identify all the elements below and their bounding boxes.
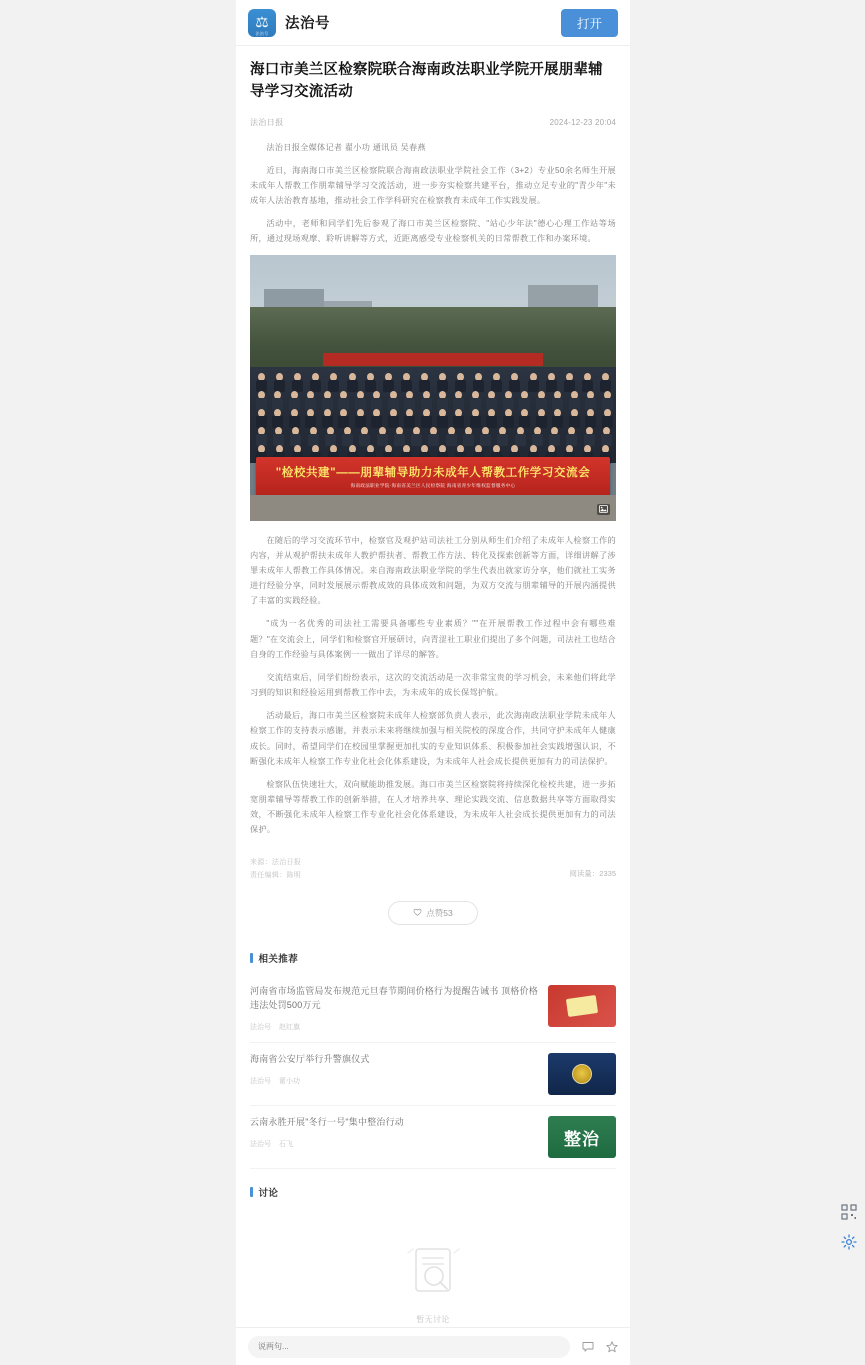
photo-person-body xyxy=(292,380,303,392)
photo-person-body xyxy=(305,416,316,428)
related-item-title: 河南省市场监管局发布规范元旦春节期间价格行为提醒告诫书 顶格价格违法处罚500万元 xyxy=(250,986,538,1011)
photo-person-body xyxy=(411,434,422,446)
comments-empty-label: 暂无讨论 xyxy=(416,1315,450,1325)
article-paragraph: 在随后的学习交流环节中，检察官及观护站司法社工分别从师生们介绍了未成年人检察工作的内容，并从观护帮扶未成年人教护帮扶者、帮教工作方法、转化及探索创新等方面，详细讲解了涉罪未成年人帮教工作具体情况。来自海南政法职业学院的学生代表出就家访分享，他们就社工实务进行经验分享，同时发展展示帮教成效的具体成效和问题，为双方交流与朋辈辅导的开展内涵提供了丰富的实践经验。 xyxy=(250,535,616,606)
photo-person-body xyxy=(536,398,547,410)
article-photo[interactable] xyxy=(250,255,616,521)
article-paragraph: 活动中，老师和同学们先后参观了海口市美兰区检察院、"站心少年法"德心心理工作站等场所，通过现场观摩、聆听讲解等方式，近距离感受专业检察机关的日常帮教工作和办案环境。 xyxy=(250,219,616,244)
photo-person-body xyxy=(584,434,595,446)
photo-person-body xyxy=(437,398,448,410)
photo-person-body xyxy=(359,434,370,446)
read-count-label: 阅读量：2335 xyxy=(569,869,616,879)
photo-person-body xyxy=(272,416,283,428)
photo-person-body xyxy=(585,416,596,428)
heart-icon xyxy=(413,908,422,918)
photo-person-body xyxy=(486,398,497,410)
photo-person-body xyxy=(552,416,563,428)
like-label: 点赞53 xyxy=(426,908,453,919)
photo-group-crowd xyxy=(250,367,616,463)
photo-ground xyxy=(250,495,616,521)
photo-person-body xyxy=(305,398,316,410)
photo-person-body xyxy=(532,434,543,446)
banner-thumb-graphic xyxy=(566,995,598,1017)
article-body xyxy=(236,46,630,925)
list-item[interactable] xyxy=(250,975,616,1043)
photo-person-body xyxy=(401,380,412,392)
photo-person-body xyxy=(404,398,415,410)
photo-person-body xyxy=(528,380,539,392)
related-item-author: 翟小功 xyxy=(279,1078,300,1086)
photo-person-body xyxy=(497,434,508,446)
photo-person-body xyxy=(322,416,333,428)
article-paragraph: 检察队伍快速壮大，双向赋能助推发展。海口市美兰区检察院将持续深化检校共建，进一步拓宽朋辈辅导等帮教工作的创新举措，在人才培养共享、理论实践交流、信息数据共享等方面取得实效，不断强化未成年人检察工作专业化社会化体系建设，为未成年人社会成长提供更加有力的司法保护。 xyxy=(250,779,616,835)
photo-person-body xyxy=(310,380,321,392)
photo-person-body xyxy=(328,380,339,392)
photo-person-body xyxy=(519,398,530,410)
photo-person-body xyxy=(371,398,382,410)
like-button[interactable] xyxy=(388,901,477,925)
photo-person-body xyxy=(601,434,612,446)
photo-person-body xyxy=(453,398,464,410)
related-item-author: 赵红旗 xyxy=(279,1024,300,1032)
related-item-main xyxy=(250,1116,538,1158)
comments-title: 讨论 xyxy=(258,1188,279,1200)
photo-person-body xyxy=(371,416,382,428)
photo-person-body xyxy=(569,398,580,410)
photo-person-body xyxy=(388,398,399,410)
photo-person-body xyxy=(274,380,285,392)
like-row xyxy=(250,901,616,925)
floating-tools xyxy=(839,1202,859,1252)
photo-person-body xyxy=(355,416,366,428)
photo-person-body xyxy=(388,416,399,428)
photo-person-body xyxy=(602,398,613,410)
photo-person-body xyxy=(536,416,547,428)
document-empty-icon xyxy=(404,1243,462,1304)
photo-person-body xyxy=(491,380,502,392)
article-paragraph: 交流结束后，同学们纷纷表示，这次的交流活动是一次非常宝贵的学习机会，未来他们将此学习到的知识和经验运用到帮教工作中去，为未成年的成长保驾护航。 xyxy=(250,672,616,698)
photo-person-body xyxy=(273,434,284,446)
photo-person-body xyxy=(428,434,439,446)
photo-person-body xyxy=(383,380,394,392)
photo-person-body xyxy=(355,398,366,410)
article-paragraph: "成为一名优秀的司法社工需要具备哪些专业素质？""在开展帮教工作过程中会有哪些难题？"在交流会上，同学们和检察官开展研讨，向青涩社工职业们提出了多个问题，司法社工也结合自身的工作经验与具体案例一一做出了详尽的解答。 xyxy=(250,619,616,659)
related-item-thumbnail xyxy=(548,985,616,1027)
related-item-main xyxy=(250,985,538,1032)
photo-person-body xyxy=(455,380,466,392)
related-item-source: 法治号 xyxy=(250,1024,271,1032)
comments-heading xyxy=(250,1185,616,1199)
photo-background-banner xyxy=(323,353,543,366)
list-item[interactable] xyxy=(250,1043,616,1106)
photo-person-body xyxy=(470,398,481,410)
photo-person-body xyxy=(256,380,267,392)
photo-person-body xyxy=(519,416,530,428)
article-paragraphs-top xyxy=(250,140,616,247)
related-item-meta xyxy=(250,1076,538,1086)
article-date: 2024-12-23 20:04 xyxy=(549,117,616,127)
related-item-thumbnail xyxy=(548,1053,616,1095)
related-item-main xyxy=(250,1053,538,1095)
related-item-source: 法治号 xyxy=(250,1078,271,1086)
photo-person-body xyxy=(480,434,491,446)
photo-person-body xyxy=(503,398,514,410)
related-item-meta xyxy=(250,1022,538,1032)
article-paragraphs-bottom xyxy=(250,533,616,838)
open-app-button[interactable]: 打开 xyxy=(561,9,618,37)
photo-person-body xyxy=(509,380,520,392)
star-icon[interactable] xyxy=(606,1341,618,1353)
related-item-thumbnail xyxy=(548,1116,616,1158)
photo-person-body xyxy=(421,416,432,428)
thumb-label: 整治 xyxy=(564,1129,600,1149)
app-logo-caption: 法治号 xyxy=(255,30,269,36)
photo-person-body xyxy=(421,398,432,410)
photo-person-body xyxy=(552,398,563,410)
article-paragraph: 活动最后，海口市美兰区检察院未成年人检察部负责人表示，此次海南政法职业学院未成年人检察工作的支持表示感谢，并表示未来将继续加强与相关院校的深度合作，共同守护未成年人健康成长。同时，希望同学们在校园里掌握更加扎实的专业知识体系、积极参加社会实践增强认识，不断强化未成年人检察工作专业化社会化体系建设，为未成年人社会成长提供更加有力的司法保护。 xyxy=(250,711,616,766)
article-headline: 海口市美兰区检察院联合海南政法职业学院开展朋辈辅导学习交流活动 xyxy=(250,62,603,100)
photo-person-body xyxy=(308,434,319,446)
app-logo-icon xyxy=(248,9,276,37)
photo-person-body xyxy=(549,434,560,446)
app-header xyxy=(236,0,630,46)
related-section xyxy=(236,951,630,1169)
photo-person-body xyxy=(473,380,484,392)
photo-person-body xyxy=(342,434,353,446)
photo-person-body xyxy=(453,416,464,428)
photo-person-body xyxy=(585,398,596,410)
photo-person-body xyxy=(377,434,388,446)
photo-person-body xyxy=(419,380,430,392)
related-item-title: 云南永胜开展"冬行一号"集中整治行动 xyxy=(250,1117,404,1128)
photo-person-body xyxy=(289,398,300,410)
related-item-title: 海南省公安厅举行升警旗仪式 xyxy=(250,1054,370,1065)
photo-person-body xyxy=(515,434,526,446)
photo-person-body xyxy=(600,380,611,392)
related-item-author: 石飞 xyxy=(279,1141,293,1149)
related-title: 相关推荐 xyxy=(258,954,299,966)
police-emblem-icon xyxy=(572,1064,592,1084)
comment-input[interactable] xyxy=(248,1336,570,1358)
app-name-label: 法治号 xyxy=(285,16,330,32)
section-accent-bar xyxy=(250,953,253,963)
article-paragraph: 法治日报全媒体记者 翟小功 通讯员 吴春燕 xyxy=(266,142,426,152)
photo-person-body xyxy=(272,398,283,410)
photo-person-body xyxy=(289,416,300,428)
scale-icon: ⚖ xyxy=(255,13,269,31)
article-editor-line: 责任编辑：陈明 xyxy=(250,871,302,879)
comment-bar xyxy=(236,1327,630,1365)
photo-person-body xyxy=(322,398,333,410)
article-footer xyxy=(250,856,616,884)
photo-person-body xyxy=(404,416,415,428)
image-icon xyxy=(597,504,610,515)
photo-person-body xyxy=(365,380,376,392)
photo-person-body xyxy=(569,416,580,428)
photo-person-body xyxy=(347,380,358,392)
qr-code-icon[interactable] xyxy=(839,1202,859,1222)
photo-person-body xyxy=(602,416,613,428)
article-paragraph: 近日，海南海口市美兰区检察院联合海南政法职业学院社会工作（3+2）专业50余名师生开展未成年人帮教工作朋辈辅导学习交流活动，进一步夯实检察共建平台，推动立足专业的"青少年"未成年人法治教育基地，推动社会工作学科研究在检察教育未成年工作实践发展。 xyxy=(250,165,616,206)
photo-person-body xyxy=(463,434,474,446)
section-accent-bar xyxy=(250,1187,253,1197)
photo-person-body xyxy=(394,434,405,446)
photo-foreground-banner xyxy=(256,457,610,497)
photo-person-body xyxy=(503,416,514,428)
photo-person-body xyxy=(256,398,267,410)
related-heading xyxy=(250,951,616,965)
photo-person-body xyxy=(437,416,448,428)
comment-icon[interactable] xyxy=(582,1341,594,1352)
photo-person-body xyxy=(582,380,593,392)
article-source-line: 来源：法治日报 xyxy=(250,858,302,866)
banner-sub-text: 海南政法职业学院·海南省美兰区人民检察院 海南省青少年维权监督服务中心 xyxy=(350,483,516,489)
photo-person-body xyxy=(338,398,349,410)
photo-person-body xyxy=(338,416,349,428)
article-source: 法治日报 xyxy=(250,117,284,127)
photo-person-body xyxy=(325,434,336,446)
photo-person-body xyxy=(290,434,301,446)
related-item-meta xyxy=(250,1139,538,1149)
list-item[interactable] xyxy=(250,1106,616,1169)
photo-person-body xyxy=(564,380,575,392)
photo-person-body xyxy=(256,434,267,446)
photo-person-body xyxy=(546,380,557,392)
photo-person-body xyxy=(256,416,267,428)
banner-main-text: "检校共建"——朋辈辅导助力未成年人帮教工作学习交流会 xyxy=(275,467,591,480)
settings-gear-icon[interactable] xyxy=(839,1232,859,1252)
related-item-source: 法治号 xyxy=(250,1141,271,1149)
photo-person-body xyxy=(470,416,481,428)
photo-person-body xyxy=(486,416,497,428)
photo-person-body xyxy=(437,380,448,392)
photo-person-body xyxy=(446,434,457,446)
article-card xyxy=(236,0,630,1365)
article-meta xyxy=(250,117,616,128)
photo-person-body xyxy=(566,434,577,446)
